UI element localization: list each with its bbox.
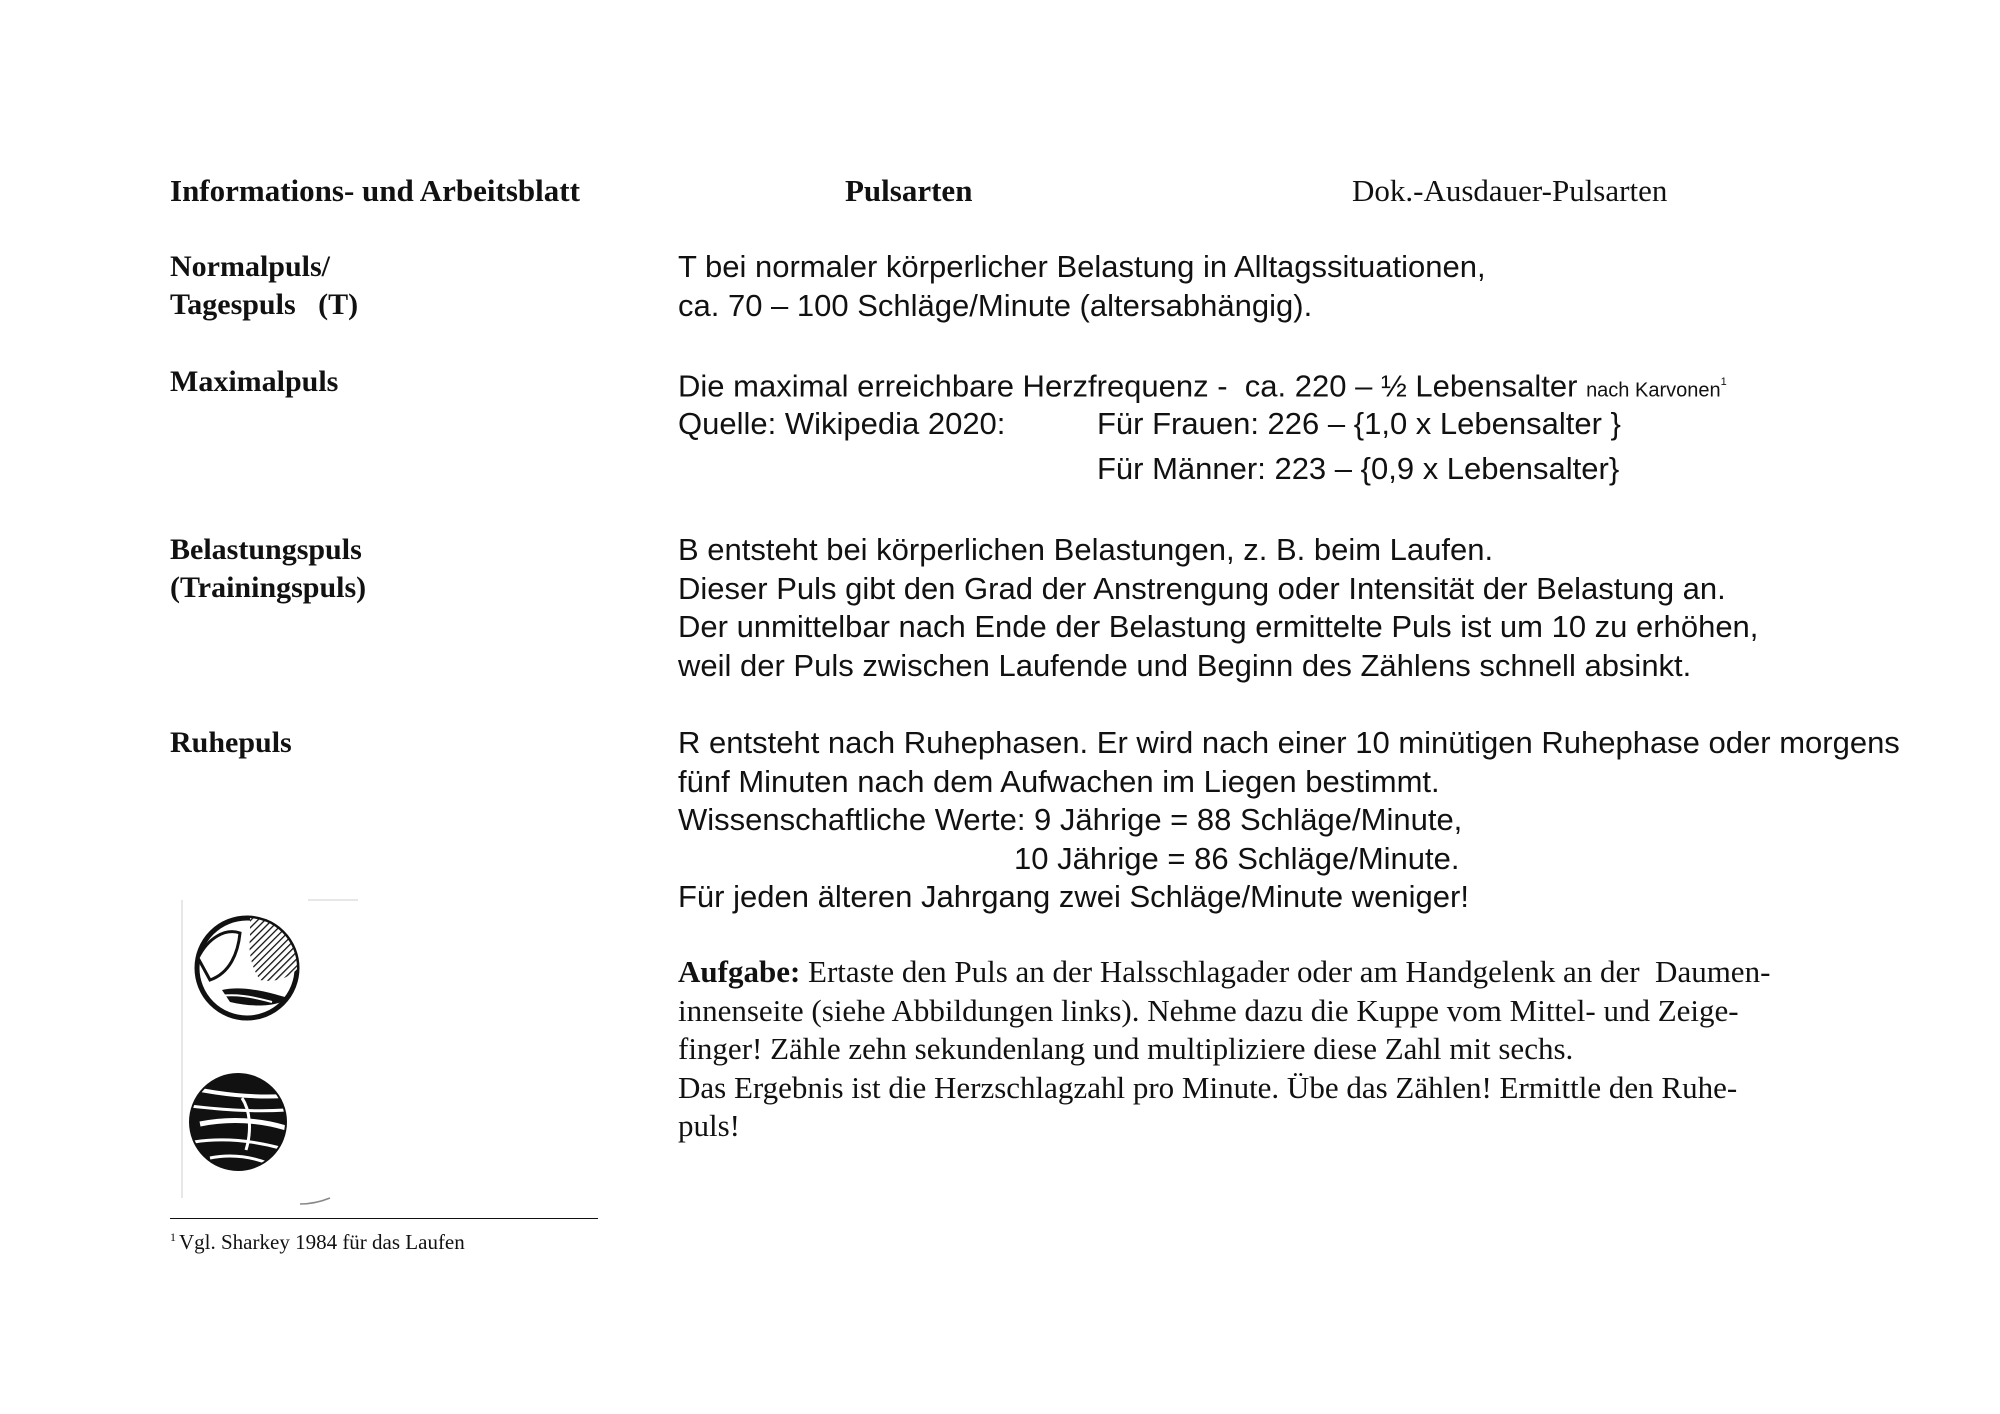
load-pulse-text — [678, 531, 1758, 685]
max-pulse-line1 — [678, 363, 1727, 410]
worksheet-type: Informations- und Arbeitsblatt — [170, 173, 580, 208]
max-pulse-source: Quelle: Wikipedia 2020: — [678, 406, 1006, 441]
task-line5: puls! — [678, 1108, 740, 1143]
normal-pulse-label — [170, 248, 358, 324]
max-pulse-note: nach Karvonen — [1586, 379, 1721, 402]
neck-pulse-illustration — [197, 916, 298, 1018]
load-pulse-line3: Der unmittelbar nach Ende der Belastung ermittelte Puls ist um 10 zu erhöhen, — [678, 609, 1759, 644]
load-pulse-label-line1: Belastungspuls — [170, 533, 362, 566]
rest-pulse-line4: 10 Jährige = 86 Schläge/Minute. — [1014, 840, 1460, 876]
max-pulse-men: Für Männer: 223 – {0,9 x Lebensalter} — [1097, 451, 1620, 486]
footnote-text: Vgl. Sharkey 1984 für das Laufen — [179, 1230, 465, 1254]
footnote — [170, 1230, 465, 1255]
task-block — [678, 953, 1858, 1146]
load-pulse-line1: B entsteht bei körperlichen Belastungen, z. B. beim Laufen. — [678, 532, 1494, 567]
normal-pulse-text — [678, 248, 1486, 325]
load-pulse-label-line2: (Trainingspuls) — [170, 571, 367, 604]
task-line2: innenseite (siehe Abbildungen links). Nehme dazu die Kuppe vom Mittel- und Zeige- — [678, 992, 1739, 1028]
normal-pulse-line2: ca. 70 – 100 Schläge/Minute (altersabhängig). — [678, 287, 1313, 323]
task-line4: Das Ergebnis ist die Herzschlagzahl pro Minute. Übe das Zählen! Ermittle den Ruhe- — [678, 1069, 1738, 1105]
task-line3: finger! Zähle zehn sekundenlang und multipliziere diese Zahl mit sechs. — [678, 1031, 1574, 1066]
footnote-number: 1 — [170, 1230, 176, 1244]
footnote-rule — [170, 1218, 598, 1219]
page-title: Pulsarten — [845, 173, 973, 208]
rest-pulse-line3: Wissenschaftliche Werte: 9 Jährige = 88 Schläge/Minute, — [678, 802, 1463, 837]
rest-pulse-line5: Für jeden älteren Jahrgang zwei Schläge/Minute weniger! — [678, 879, 1469, 914]
task-label: Aufgabe: — [678, 954, 801, 989]
load-pulse-line2: Dieser Puls gibt den Grad der Anstrengung oder Intensität der Belastung an. — [678, 570, 1726, 606]
rest-pulse-line2: fünf Minuten nach dem Aufwachen im Liegen bestimmt. — [678, 763, 1440, 799]
load-pulse-label — [170, 531, 366, 607]
load-pulse-line4: weil der Puls zwischen Laufende und Beginn des Zählens schnell absinkt. — [678, 647, 1692, 683]
rest-pulse-text — [678, 724, 1900, 917]
normal-pulse-line1: T bei normaler körperlicher Belastung in Alltagssituationen, — [678, 249, 1486, 284]
max-pulse-formula: Die maximal erreichbare Herzfrequenz - ca. 220 – ½ Lebensalter — [678, 368, 1587, 404]
wrist-pulse-illustration — [190, 1075, 330, 1204]
task-line1 — [678, 953, 1858, 992]
rest-pulse-label: Ruhepuls — [170, 726, 292, 759]
document-id: Dok.-Ausdauer-Pulsarten — [1352, 173, 1668, 208]
task-line1-text: Ertaste den Puls an der Halsschlagader oder am Handgelenk an der Daumen- — [800, 954, 1771, 989]
max-pulse-women: Für Frauen: 226 – {1,0 x Lebensalter } — [1097, 406, 1621, 441]
pulse-illustrations — [180, 898, 360, 1208]
footnote-ref: 1 — [1720, 376, 1727, 388]
normal-pulse-label-line2: Tagespuls (T) — [170, 288, 359, 321]
max-pulse-label: Maximalpuls — [170, 365, 339, 398]
normal-pulse-label-line1: Normalpuls/ — [170, 250, 331, 283]
rest-pulse-line1: R entsteht nach Ruhephasen. Er wird nach einer 10 minütigen Ruhephase oder morgens — [678, 725, 1900, 760]
